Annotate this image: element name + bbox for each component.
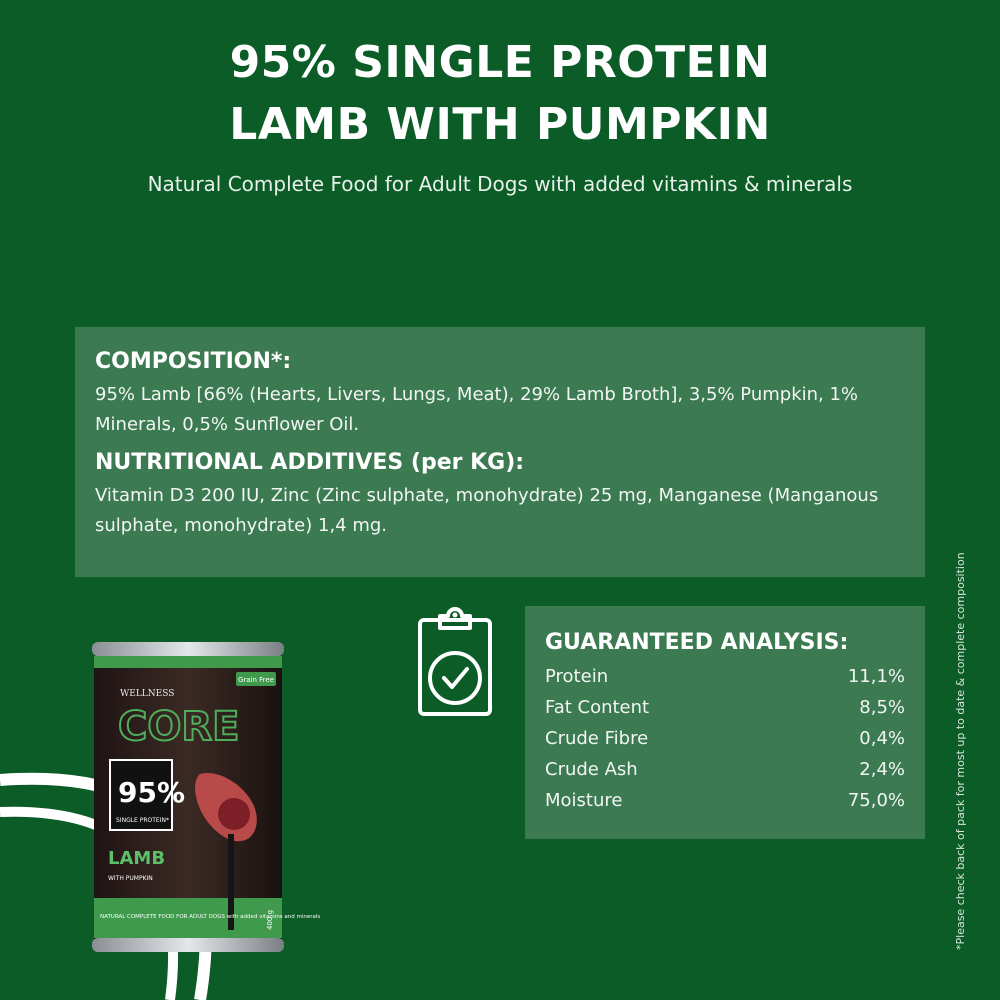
analysis-row — [545, 661, 905, 692]
analysis-value: 8,5% — [859, 697, 905, 718]
analysis-value: 0,4% — [859, 728, 905, 749]
title-line-1: 95% SINGLE PROTEIN — [229, 37, 771, 88]
can-badge: Grain Free — [237, 676, 275, 684]
page-subtitle: Natural Complete Food for Adult Dogs with added vitamins & minerals — [147, 172, 853, 196]
analysis-value: 75,0% — [847, 790, 905, 811]
can-flavor-sub: WITH PUMPKIN — [108, 875, 153, 882]
title-line-2: LAMB WITH PUMPKIN — [229, 99, 771, 150]
can-weight: 400 g — [266, 909, 274, 930]
can-percent: 95% — [118, 776, 186, 809]
product-can-image — [88, 634, 321, 974]
can-protein-label: SINGLE PROTEIN* — [116, 817, 169, 824]
analysis-value: 2,4% — [859, 759, 905, 780]
page-title — [0, 32, 1000, 156]
guaranteed-analysis-panel — [525, 606, 925, 839]
analysis-label: Crude Fibre — [545, 728, 649, 749]
analysis-label: Crude Ash — [545, 759, 638, 780]
disclaimer-note: *Please check back of pack for most up to date & complete composition — [954, 552, 967, 950]
can-flavor: LAMB — [108, 848, 166, 869]
additives-heading: NUTRITIONAL ADDITIVES (per KG): — [95, 450, 525, 475]
additives-text: Vitamin D3 200 IU, Zinc (Zinc sulphate, monohydrate) 25 mg, Manganese (Manganous sulphate, monohydrate) 1,4 mg. — [95, 485, 879, 536]
can-brand-small: WELLNESS — [120, 689, 175, 699]
clipboard-check-icon — [416, 606, 494, 718]
can-brand: CORE — [118, 704, 240, 750]
analysis-row — [545, 723, 905, 754]
analysis-label: Fat Content — [545, 697, 650, 718]
analysis-value: 11,1% — [847, 666, 905, 687]
composition-heading: COMPOSITION*: — [95, 349, 292, 374]
composition-text: 95% Lamb [66% (Hearts, Livers, Lungs, Meat), 29% Lamb Broth], 3,5% Pumpkin, 1% Minerals, 0,5% Sunflower Oil. — [95, 384, 859, 435]
analysis-label: Moisture — [545, 790, 623, 811]
analysis-heading: GUARANTEED ANALYSIS: — [545, 630, 849, 655]
analysis-label: Protein — [545, 666, 609, 687]
analysis-row — [545, 692, 905, 723]
analysis-row — [545, 785, 905, 816]
can-footer: NATURAL COMPLETE FOOD FOR ADULT DOGS with added vitamins and minerals — [100, 914, 321, 920]
analysis-row — [545, 754, 905, 785]
composition-panel — [75, 327, 925, 577]
